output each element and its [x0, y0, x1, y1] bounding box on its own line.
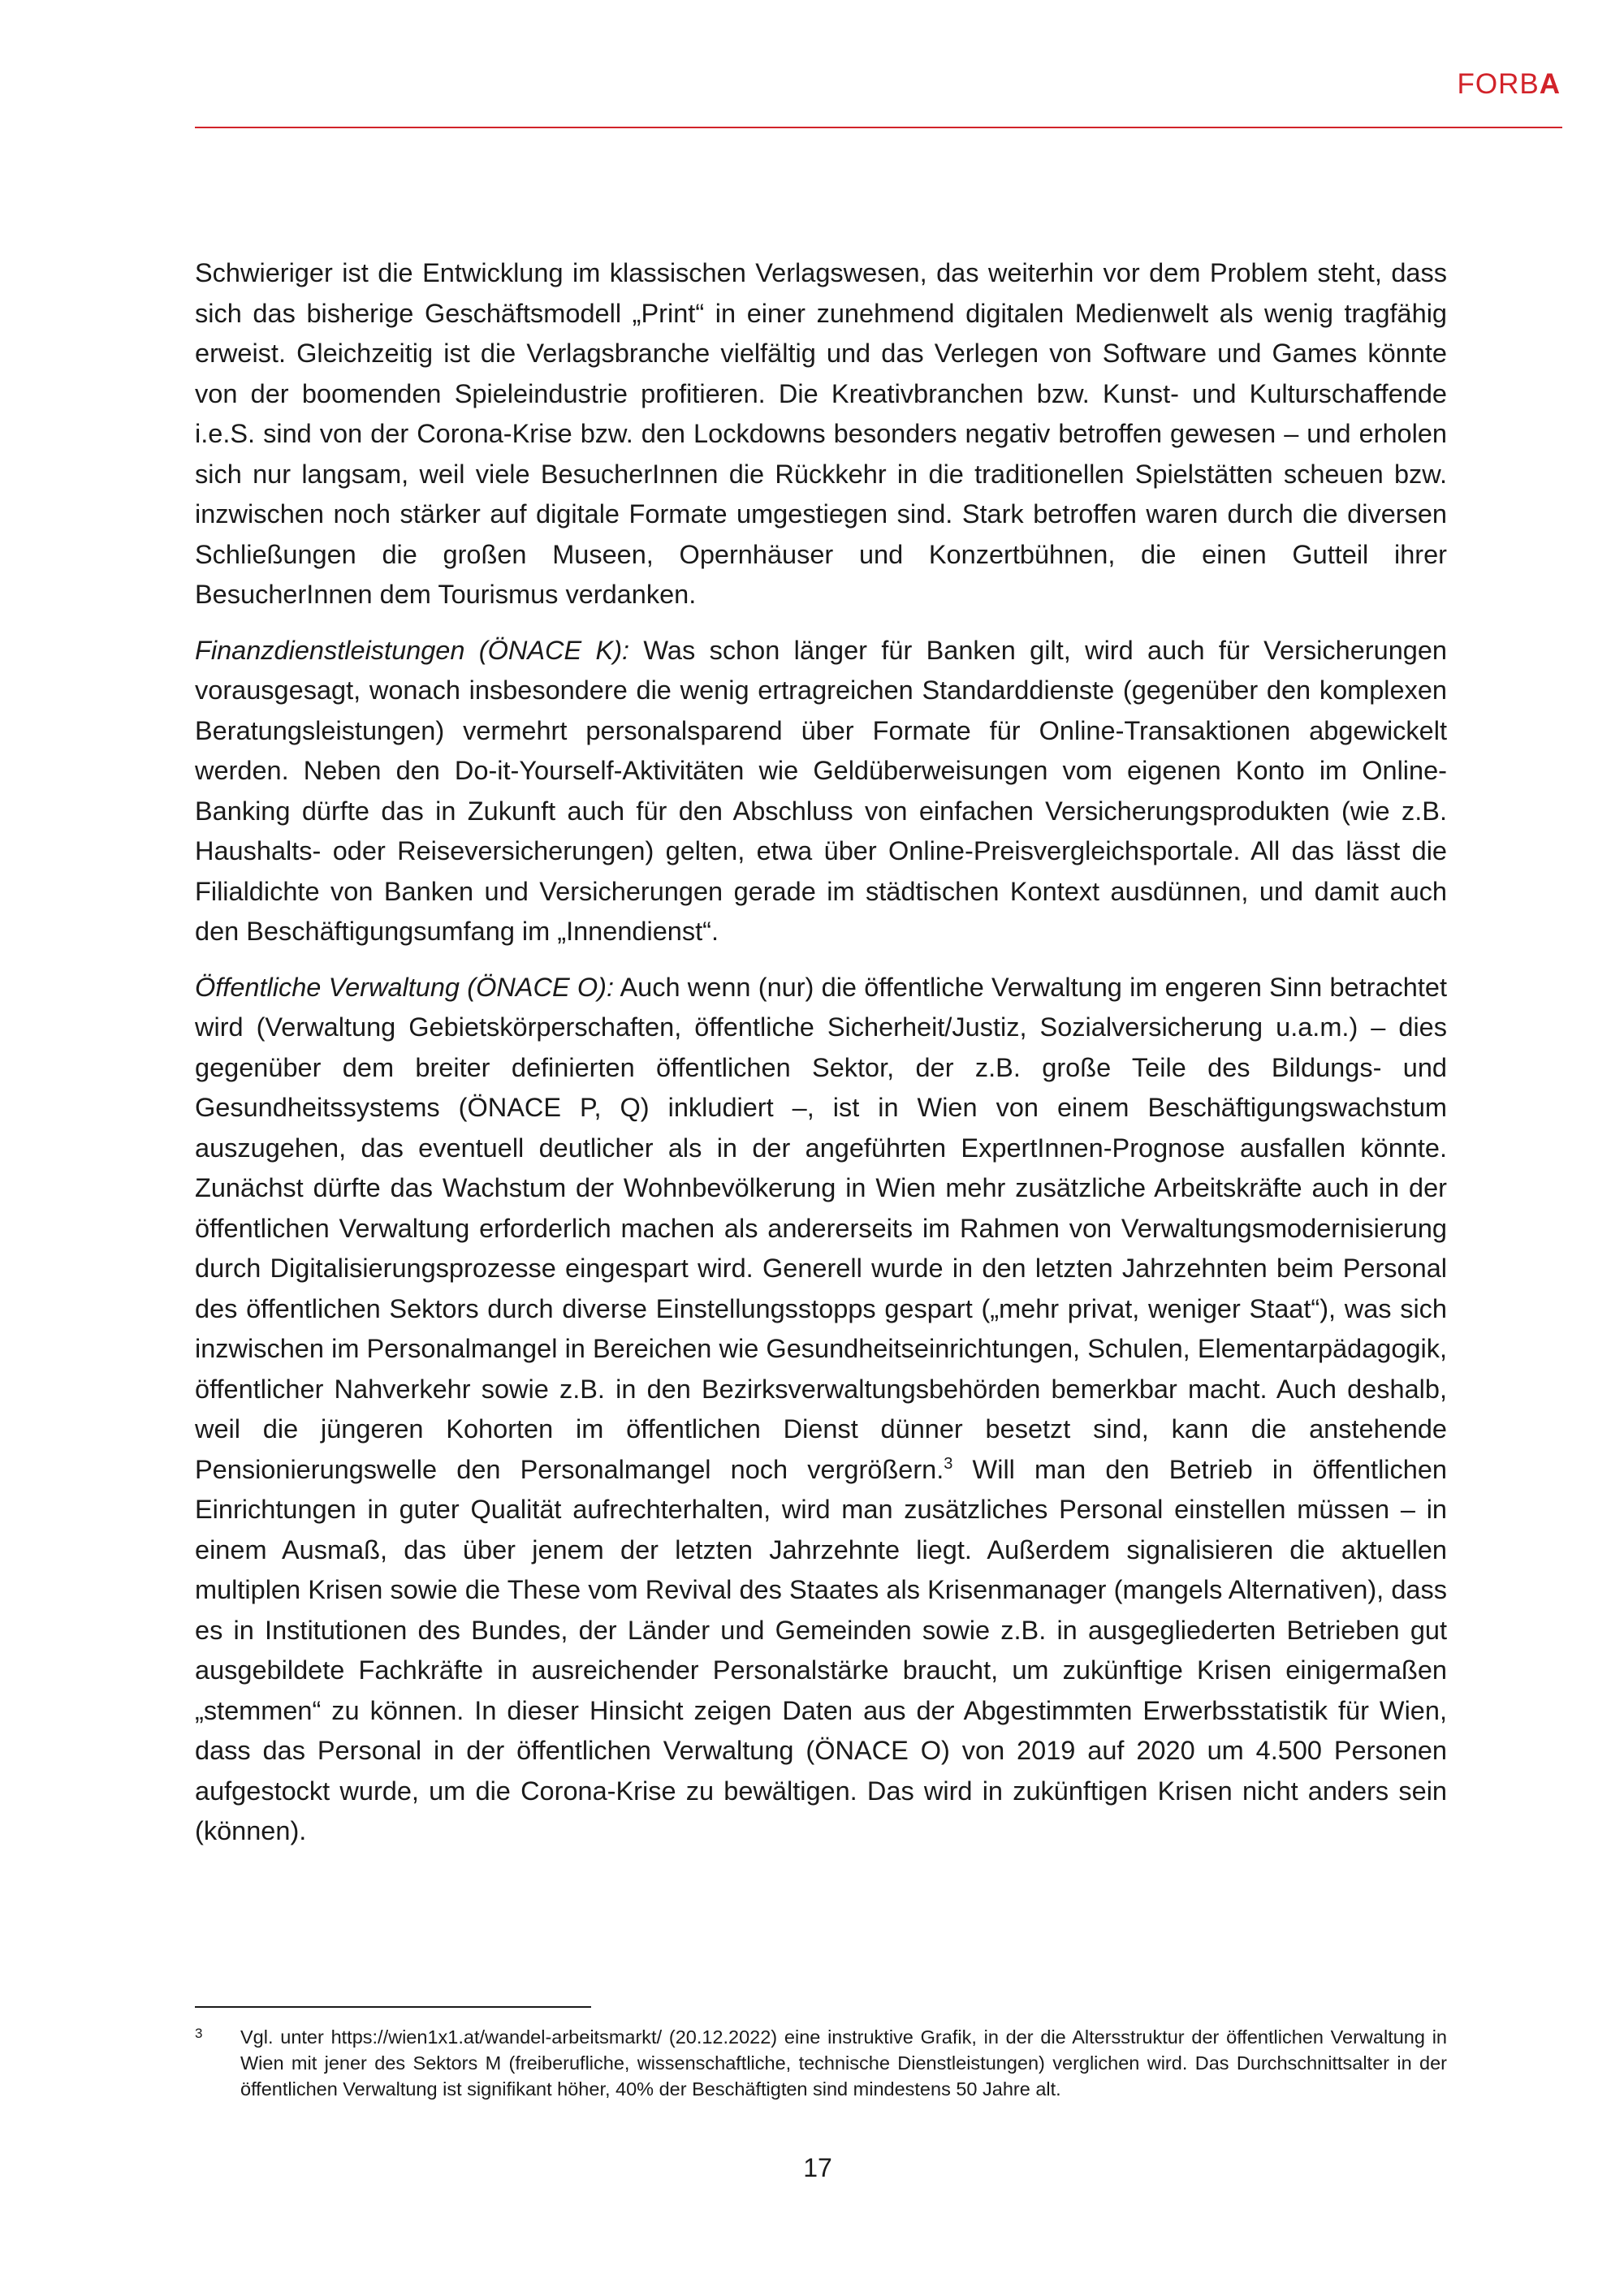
header-divider: [195, 127, 1562, 128]
footnote-number: 3: [195, 2026, 203, 2041]
paragraph-public-administration: [195, 968, 1447, 1852]
paragraph-finance-text: Was schon länger für Banken gilt, wird auch für Versicherungen vorausgesagt, wonach insbesondere die wenig ertragreichen Standarddienste (gegenüber den komplexen Beratungsleistungen) vermehrt personalsparend über Formate für Online-Transaktionen abgewickelt werden. Neben den Do-it-Yourself-Aktivitäten wie Geldüberweisungen vom eigenen Konto im Online-Banking dürfte das in Zukunft auch für den Abschluss von einfachen Versicherungsprodukten (wie z.B. Haushalts- oder Reiseversicherungen) gelten, etwa über Online-Preisvergleichsportale. All das lässt die Filialdichte von Banken und Versicherungen gerade im städtischen Kontext ausdünnen, und damit auch den Beschäftigungsumfang im „Innendienst“.: [195, 635, 1447, 946]
forba-logo: [1457, 68, 1561, 101]
section-label-finance: Finanzdienstleistungen (ÖNACE K):: [195, 635, 630, 665]
footnote: [195, 2024, 1447, 2102]
footnote-text: Vgl. unter https://wien1x1.at/wandel-arbeitsmarkt/ (20.12.2022) eine instruktive Grafik, in der die Altersstruktur der öffentlichen Verwaltung in Wien mit jener des Sektors M (freiberufliche, wissenschaftliche, technische Dienstleistungen) verglichen wird. Das Durchschnittsalter in der öffentlichen Verwaltung ist signifikant höher, 40% der Beschäftigten sind mindestens 50 Jahre alt.: [240, 2026, 1447, 2100]
paragraph-public-administration-text-b: Will man den Betrieb in öffentlichen Einrichtungen in guter Qualität aufrechterhalten, wird man zusätzliches Personal einstellen müssen – in einem Ausmaß, das über jenem der letzten Jahrzehnte liegt. Außerdem signalisieren die aktuellen multiplen Krisen sowie die These vom Revival des Staates als Krisenmanager (mangels Alternativen), dass es in Institutionen des Bundes, der Länder und Gemeinden sowie z.B. in ausgegliederten Betrieben gut ausgebildete Fachkräfte in ausreichender Personalstärke braucht, um zukünftige Krisen einigermaßen „stemmen“ zu können. In dieser Hinsicht zeigen Daten aus der Abgestimmten Erwerbsstatistik für Wien, dass das Personal in der öffentlichen Verwaltung (ÖNACE O) von 2019 auf 2020 um 4.500 Personen aufgestockt wurde, um die Corona-Krise zu bewältigen. Das wird in zukünftigen Krisen nicht anders sein (können).: [195, 1454, 1448, 1845]
paragraph-public-administration-text-a: Auch wenn (nur) die öffentliche Verwaltung im engeren Sinn betrachtet wird (Verwaltung Gebietskörperschaften, öffentliche Sicherheit/Justiz, Sozialversicherung u.a.m.) – dies gegenüber dem breiter definierten öffentlichen Sektor, der z.B. große Teile des Bildungs- und Gesundheitssystems (ÖNACE P, Q) inkludiert –, ist in Wien von einem Beschäftigungswachstum auszugehen, das eventuell deutlicher als in der angeführten ExpertInnen-Prognose ausfallen könnte. Zunächst dürfte das Wachstum der Wohnbevölkerung in Wien mehr zusätzliche Arbeitskräfte auch in der öffentlichen Verwaltung erforderlich machen als andererseits im Rahmen von Verwaltungsmodernisierung durch Digitalisierungsprozesse eingespart wird. Generell wurde in den letzten Jahrzehnten beim Personal des öffentlichen Sektors durch diverse Einstellungsstopps gespart („mehr privat, weniger Staat“), was sich inzwischen im Personalmangel in Bereichen wie Gesundheitseinrichtungen, Schulen, Elementarpädagogik, öffentlicher Nahverkehr sowie z.B. in den Bezirksverwaltungsbehörden bemerkbar macht. Auch deshalb, weil die jüngeren Kohorten im öffentlichen Dienst dünner besetzt sind, kann die anstehende Pensionierungswelle den Personalmangel noch vergrößern.: [195, 972, 1447, 1484]
logo-text: FORB: [1457, 68, 1540, 100]
paragraph-finance: [195, 631, 1447, 952]
footnote-divider: [195, 2006, 591, 2008]
page-number: 17: [803, 2153, 832, 2182]
logo-text-bold: A: [1539, 68, 1561, 100]
main-text: [195, 253, 1447, 1867]
section-label-public-administration: Öffentliche Verwaltung (ÖNACE O):: [195, 972, 615, 1002]
footnote-reference[interactable]: 3: [944, 1454, 953, 1473]
paragraph-publishing: Schwieriger ist die Entwicklung im klassischen Verlagswesen, das weiterhin vor dem Problem steht, dass sich das bisherige Geschäftsmodell „Print“ in einer zunehmend digitalen Medienwelt als wenig tragfähig erweist. Gleichzeitig ist die Verlagsbranche vielfältig und das Verlegen von Software und Games könnte von der boomenden Spieleindustrie profitieren. Die Kreativbranchen bzw. Kunst- und Kulturschaffende i.e.S. sind von der Corona-Krise bzw. den Lockdowns besonders negativ betroffen gewesen – und erholen sich nur langsam, weil viele BesucherInnen die Rückkehr in die traditionellen Spielstätten scheuen bzw. inzwischen noch stärker auf digitale Formate umgestiegen sind. Stark betroffen waren durch die diversen Schließungen die großen Museen, Opernhäuser und Konzertbühnen, die einen Gutteil ihrer BesucherInnen dem Tourismus verdanken.: [195, 258, 1447, 609]
